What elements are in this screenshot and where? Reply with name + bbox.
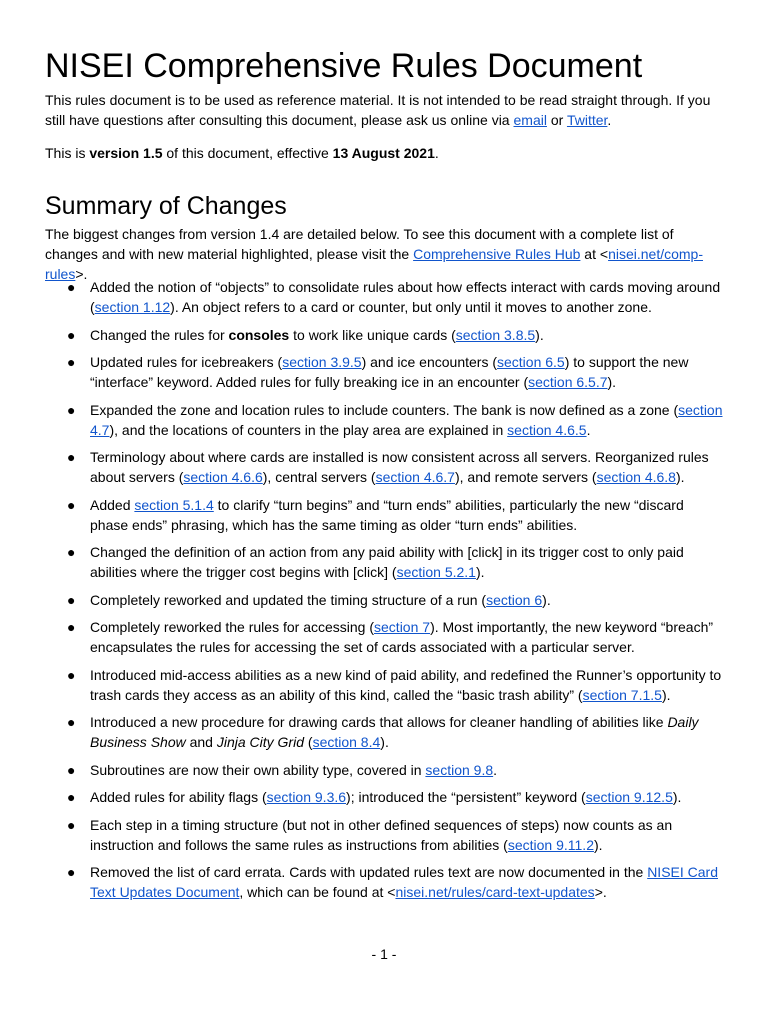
list-item: [45, 815, 725, 855]
section-link[interactable]: section 4.6.5: [507, 421, 587, 438]
list-item: [45, 712, 725, 752]
comprehensive-rules-hub-link[interactable]: Comprehensive Rules Hub: [413, 246, 581, 262]
bullet: ●: [67, 326, 76, 343]
bullet: ●: [67, 816, 76, 833]
item-text: Changed the definition of an action from any paid ability with [click] in its trigger cost to only paid abilities where the trigger cost begins with [click] (: [90, 544, 684, 580]
item-text: , which can be found at <: [239, 884, 396, 900]
version-prefix: This is: [45, 145, 90, 161]
bullet: ●: [67, 401, 76, 418]
item-text: ).: [535, 326, 544, 343]
item-text: ).: [593, 836, 603, 853]
item-text: to clarify “turn begins” and “turn ends” abilities, particularly the new “discard phase ends” phrasing, which has the same timing as older “turn ends” abilities.: [90, 496, 684, 533]
bullet: ●: [67, 714, 76, 730]
item-text: Each step in a timing structure (but not in other defined sequences of steps) now counts as an instruction and follows the same rules as instructions from abilities (: [90, 816, 673, 853]
summary-intro-text: >.: [75, 266, 88, 282]
item-text: Introduced mid-access abilities as a new kind of paid ability, and redefined the Runner’s opportunity to trash cards they access as an ability of this kind, called the “basic trash ability” (: [90, 666, 722, 703]
item-text: ).: [675, 469, 685, 485]
page-number: - 1 -: [371, 946, 397, 962]
section-link[interactable]: section 3.8.5: [455, 326, 536, 343]
section-link[interactable]: section 6.5: [497, 354, 565, 370]
item-text: and: [185, 734, 217, 750]
item-text: Completely reworked and updated the timing structure of a run (: [90, 591, 487, 608]
list-item: [45, 787, 725, 807]
item-text: ).: [542, 591, 551, 608]
section-link[interactable]: section 7: [374, 619, 431, 635]
section-link[interactable]: section 1.12: [94, 299, 171, 315]
section-link[interactable]: section 3.9.5: [282, 354, 362, 370]
list-item: [45, 617, 725, 657]
list-item: [45, 542, 725, 582]
section-link[interactable]: section 6.5.7: [528, 374, 608, 390]
item-text: ) to support the new “interface” keyword. Added rules for fully breaking ice in an encounter (: [90, 354, 689, 390]
item-text: ).: [607, 374, 617, 390]
item-text: Subroutines are now their own ability type, covered in: [90, 761, 426, 778]
intro-text: .: [607, 112, 612, 128]
bullet: ●: [67, 496, 76, 513]
item-text: .: [493, 761, 498, 778]
summary-intro-paragraph: [45, 224, 725, 284]
intro-text: or: [546, 112, 567, 128]
item-text: Expanded the zone and location rules to include counters. The bank is now defined as a zone (: [90, 401, 679, 418]
item-text: (: [304, 734, 313, 750]
list-item: [45, 447, 725, 487]
item-text: ). Most importantly, the new keyword “breach” encapsulates the rules for accessing the set of cards associated with a particular server.: [90, 619, 714, 655]
list-item: [45, 665, 725, 705]
changes-list: [45, 277, 725, 910]
bullet: ●: [67, 354, 76, 370]
section-link[interactable]: section 4.6.8: [596, 469, 676, 485]
section-link[interactable]: section 5.1.4: [134, 496, 214, 513]
twitter-link[interactable]: Twitter: [566, 112, 608, 128]
section-link[interactable]: section 4.6.6: [183, 469, 263, 485]
card-text-updates-link[interactable]: NISEI Card Text Updates Document: [90, 864, 718, 900]
bullet: ●: [67, 789, 76, 805]
item-text: .: [586, 421, 591, 438]
bullet: ●: [67, 619, 76, 635]
bullet: ●: [67, 591, 76, 608]
effective-date: 13 August 2021: [332, 145, 435, 161]
item-text: Added: [90, 496, 135, 513]
list-item: [45, 400, 725, 440]
summary-intro-text: The biggest changes from version 1.4 are detailed below. To see this document with a complete list of changes and with new material highlighted, please visit the: [45, 226, 674, 262]
summary-intro-text: at <: [580, 246, 609, 262]
email-link[interactable]: email: [513, 112, 547, 128]
bullet: ●: [67, 761, 76, 778]
summary-heading: Summary of Changes: [45, 192, 287, 220]
item-text: to work like unique cards (: [289, 326, 456, 343]
card-name: Daily Business Show: [90, 714, 699, 750]
item-text: ).: [475, 564, 485, 580]
list-item: [45, 277, 725, 317]
section-link[interactable]: section 4.7: [90, 401, 723, 438]
section-link[interactable]: section 9.3.6: [266, 789, 347, 805]
item-text: ), and remote servers (: [454, 469, 597, 485]
list-item: [45, 495, 725, 535]
bullet: ●: [67, 449, 76, 465]
intro-paragraph: [45, 90, 725, 130]
list-item: [45, 590, 725, 610]
item-text: Removed the list of card errata. Cards with updated rules text are now documented in the: [90, 864, 648, 880]
card-text-updates-url-link[interactable]: nisei.net/rules/card-text-updates: [395, 884, 595, 900]
item-text: ) and ice encounters (: [361, 354, 497, 370]
item-text: Completely reworked the rules for accessing (: [90, 619, 375, 635]
version-line: [45, 143, 439, 163]
list-item: [45, 352, 725, 392]
item-text: ).: [672, 789, 682, 805]
list-item: [45, 325, 725, 345]
section-link[interactable]: section 6: [486, 591, 543, 608]
section-link[interactable]: section 9.8: [425, 761, 494, 778]
item-text: ).: [661, 686, 671, 703]
section-link[interactable]: section 5.2.1: [396, 564, 476, 580]
item-text: ).: [380, 734, 389, 750]
item-text: Added rules for ability flags (: [90, 789, 267, 805]
item-text: >.: [594, 884, 607, 900]
page-title: NISEI Comprehensive Rules Document: [45, 47, 643, 85]
section-link[interactable]: section 7.1.5: [582, 686, 662, 703]
item-text: Introduced a new procedure for drawing cards that allows for cleaner handling of abilities like: [90, 714, 668, 730]
item-text: ), central servers (: [262, 469, 376, 485]
version-suffix: .: [434, 145, 439, 161]
list-item: [45, 862, 725, 902]
section-link[interactable]: section 9.12.5: [585, 789, 673, 805]
section-link[interactable]: section 9.11.2: [507, 836, 594, 853]
bullet: ●: [67, 666, 76, 683]
intro-text: This rules document is to be used as reference material. It is not intended to be read straight through. If you still have questions after consulting this document, please ask us online via: [45, 92, 711, 128]
item-bold-text: consoles: [228, 326, 290, 343]
card-name: Jinja City Grid: [216, 734, 304, 750]
bullet: ●: [67, 544, 76, 560]
bullet: ●: [67, 279, 76, 295]
list-item: [45, 760, 725, 780]
item-text: ). An object refers to a card or counter, but only until it moves to another zone.: [170, 299, 652, 315]
version-middle: of this document, effective: [162, 145, 333, 161]
item-text: Updated rules for icebreakers (: [90, 354, 283, 370]
bullet: ●: [67, 864, 76, 880]
section-link[interactable]: section 8.4: [312, 734, 381, 750]
section-link[interactable]: section 4.6.7: [375, 469, 455, 485]
item-text: ), and the locations of counters in the play area are explained in: [109, 421, 508, 438]
item-text: Terminology about where cards are installed is now consistent across all servers. Reorganized rules about servers (: [90, 449, 709, 485]
item-text: Changed the rules for: [90, 326, 229, 343]
version-number: version 1.5: [89, 145, 163, 161]
item-text: Added the notion of “objects” to consolidate rules about how effects interact with cards moving around (: [90, 279, 721, 315]
comp-rules-url-link[interactable]: nisei.net/comp-rules: [45, 246, 703, 282]
item-text: ); introduced the “persistent” keyword (: [346, 789, 586, 805]
